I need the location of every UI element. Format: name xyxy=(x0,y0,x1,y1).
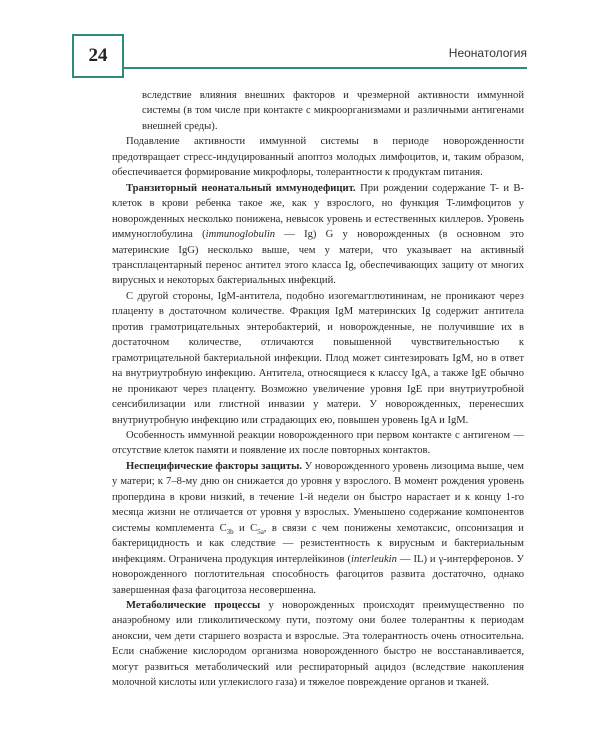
paragraph-metabolic-processes xyxy=(112,598,524,691)
paragraph-transient-immunodeficiency xyxy=(112,181,524,289)
text-fragment: — IL) и γ-интерферонов. У новорожденного поглотительная способность фагоцитов развита достаточно, однако завершенная фаза фагоцитоза несовершенна. xyxy=(112,553,524,596)
latin-term-immunoglobulin: immunoglobulin xyxy=(205,229,276,241)
paragraph-nonspecific-defense xyxy=(112,459,524,598)
text-fragment: и C xyxy=(233,522,258,534)
subscript-3b: 3b xyxy=(226,527,234,536)
text-fragment: — Ig) G у новорожденных (в основном это материнские IgG) несколько выше, чем у матери, что указывает на активный трансплацентарный перенос антител этого класса Ig, обеспечивающих защиту от многих вирусных и некоторых бактериальных инфекций. xyxy=(112,229,524,287)
section-heading-metabolic-processes: Метаболические процессы xyxy=(126,599,261,611)
paragraph-immune-memory: Особенность иммунной реакции новорожденного при первом контакте с антигеном — отсутствие клеток памяти и появление их после повторных контактов. xyxy=(112,429,524,457)
paragraph-immune-suppression: Подавление активности иммунной системы в периоде новорожденности предотвращает стресс-индуцированный апоптоз молодых лимфоцитов, и, таким образом, обеспечивается формирование микрофлоры, толерантности к продуктам питания. xyxy=(112,136,524,179)
page-number: 24 xyxy=(72,34,124,78)
paragraph-igm-antibodies: С другой стороны, IgM-антитела, подобно изогемагглютининам, не проникают через плаценту в достаточном количестве. Фракция IgM материнских Ig содержит антитела против грамотрицательных энтеробактерий, и новорожденные, не получившие их в достаточном количестве, отличаются повышенной чувствительностью к грамотрицательной бактериальной инфекции. Плод может синтезировать IgM, но в ответ на внутриутробную инфекцию. Антитела, относящиеся к классу IgA, а также IgE обычно не проникают через плаценту. Возможно увеличение уровня IgE при внутриутробной сенсибилизации или глистной инвазии у матери. У новорожденных, перенесших внутриутробную инфекцию или страдающих ею, повышен уровень IgA и IgM. xyxy=(112,290,524,426)
text-fragment: У новорожденного уровень лизоцима выше, чем у матери; к 7–8-му дню он снижается до уровня у взрослого. В момент рождения уровень пропердина в крови низкий, в течение 1-й недели он быстро нарастает и к концу 1-го месяца жизни не отличается от уровня у взрослых. Уменьшено содержание компонентов системы комплемента C xyxy=(112,460,525,534)
running-title: Неонатология xyxy=(448,46,527,60)
main-text xyxy=(112,88,524,691)
section-heading-transient-immunodeficiency: Транзиторный неонатальный иммунодефицит. xyxy=(126,182,356,194)
paragraph-continuation: вследствие влияния внешних факторов и чрезмерной активности иммунной системы (в том числе при контакте с микроорганизмами и различными антигенами внешней среды). xyxy=(142,90,524,132)
subscript-5a: 5a xyxy=(257,527,264,536)
latin-term-interleukin: interleukin xyxy=(351,553,397,565)
header-rule xyxy=(124,67,527,69)
page-header xyxy=(72,34,527,80)
text-fragment: у новорожденных происходят преимущественно по анаэробному или гликолитическому пути, поэтому они более толерантны к периодам аноксии, чем дети старшего возраста и взрослые. Эта толерантность очень относительна. Если снабжение кислородом организма новорожденного быстро не восстанавливается, могут развиться метаболический или респираторный ацидоз (вследствие накопления молочной кислоты или углекислого газа) и тяжелое повреждение органов и тканей. xyxy=(112,599,524,689)
text-fragment: , в связи с чем понижены хемотаксис, опсонизация и бактерицидность и как следствие — резистентность к вирусным и бактериальным инфекциям. Ограничена продукция интерлейкинов ( xyxy=(112,522,524,565)
text-fragment: При рождении содержание T- и B-клеток в крови ребенка такое же, как у взрослого, но функция T-лимфоцитов у новорожденных несколько понижена, невысок уровень и естественных киллеров. Уровень иммуноглобулина ( xyxy=(112,182,524,241)
section-heading-nonspecific-defense: Неспецифические факторы защиты. xyxy=(126,460,302,472)
